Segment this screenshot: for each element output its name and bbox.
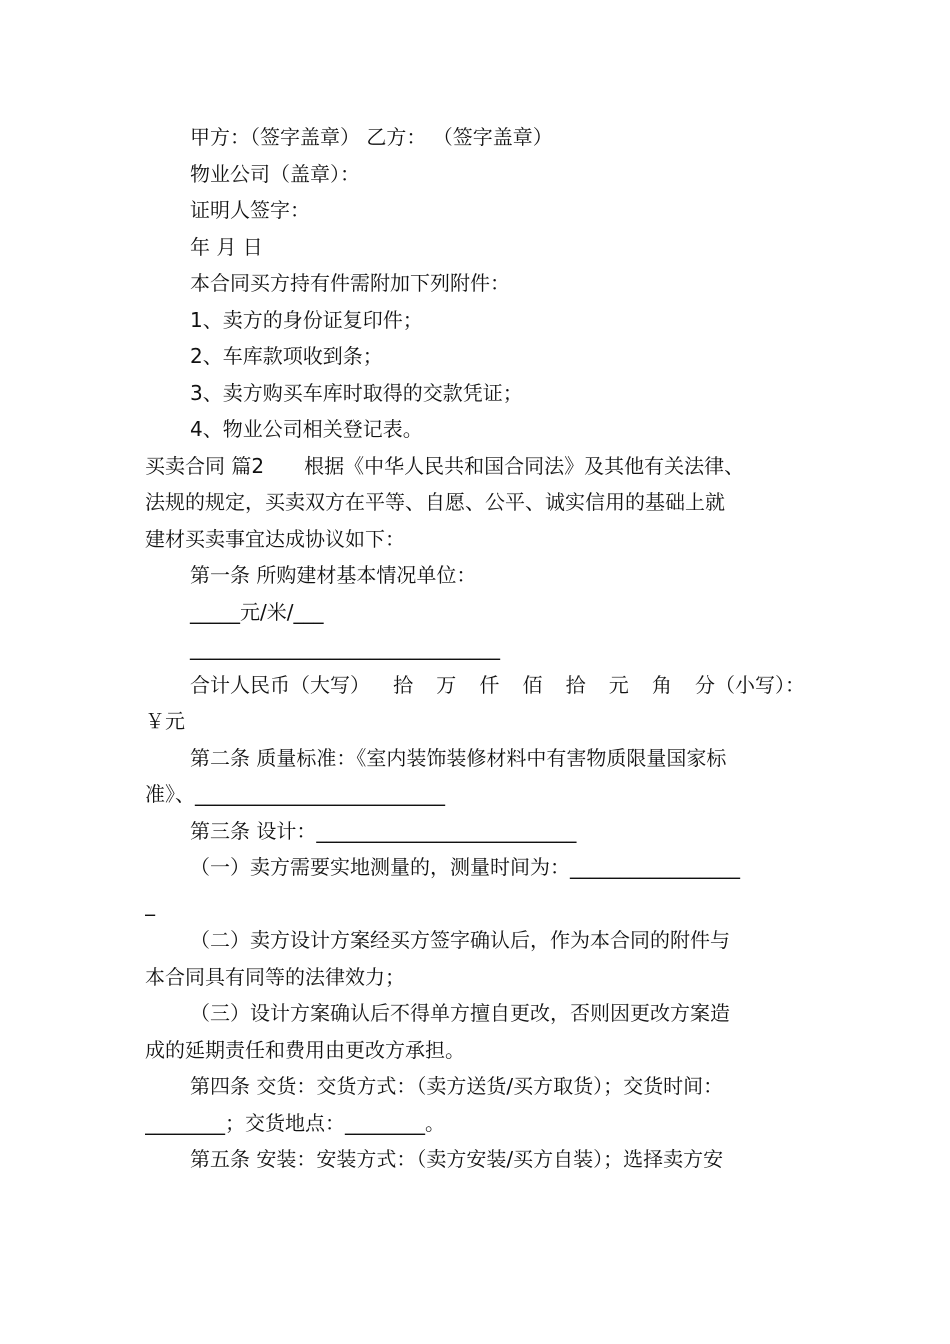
date-line: 年 月 日 [190, 234, 263, 259]
document-page [145, 119, 805, 1178]
article-3-item-1-line-2: _ [145, 891, 155, 916]
signature-parties-line: 甲方：（签字盖章） 乙方： （签字盖章） [190, 125, 553, 149]
article-3-item-2-line-2: 本合同具有同等的法律效力； [145, 964, 405, 989]
unit-wan: 万 [436, 672, 457, 697]
article-2-line-2: 准》、_________________________ [145, 782, 445, 806]
article-3-item-2-line-1: （二）卖方设计方案经买方签字确认后，作为本合同的附件与 [190, 928, 730, 952]
total-amount-label: 合计人民币（大写） [190, 672, 370, 697]
unit-qian: 仟 [479, 672, 500, 697]
unit-jiao: 角 [651, 672, 672, 697]
article-2-line-1: 第二条 质量标准：《室内装饰装修材料中有害物质限量国家标 [190, 745, 727, 770]
article-3-item-3-line-2: 成的延期责任和费用由更改方承担。 [145, 1037, 465, 1062]
unit-bai: 佰 [522, 672, 543, 697]
total-amount-line [145, 667, 805, 704]
article-1-heading: 第一条 所购建材基本情况单位： [190, 563, 477, 587]
article-4-line-1: 第四条 交货：交货方式：（卖方送货/买方取货）；交货时间： [190, 1074, 724, 1098]
article-4-line-2: ________；交货地点：________。 [145, 1110, 445, 1135]
unit-shi-1: 拾 [393, 672, 414, 697]
witness-signature-line: 证明人签字： [190, 198, 310, 222]
long-blank-line: _______________________________ [190, 636, 500, 660]
article-3-heading: 第三条 设计：__________________________ [190, 818, 577, 843]
total-yuan-line: ￥元 [145, 709, 185, 733]
unit-yuan: 元 [608, 672, 629, 697]
contract-2-intro-line-3: 建材买卖事宜达成协议如下： [145, 526, 405, 551]
attachment-item-2: 2、车库款项收到条； [190, 344, 383, 368]
article-5-line-1: 第五条 安装：安装方式：（卖方安装/买方自装）；选择卖方安 [190, 1147, 724, 1171]
contract-2-intro-line-2: 法规的规定，买卖双方在平等、自愿、公平、诚实信用的基础上就 [145, 490, 725, 514]
article-3-item-1-line-1: （一）卖方需要实地测量的，测量时间为：_________________ [190, 855, 740, 879]
attachment-item-1: 1、卖方的身份证复印件； [190, 307, 423, 332]
unit-shi-2: 拾 [565, 672, 586, 697]
attachment-item-4: 4、物业公司相关登记表。 [190, 417, 423, 441]
article-3-item-3-line-1: （三）设计方案确认后不得单方擅自更改，否则因更改方案造 [190, 1001, 730, 1025]
property-company-seal-line: 物业公司（盖章）： [190, 161, 360, 186]
attachments-intro: 本合同买方持有件需附加下列附件： [190, 271, 510, 295]
unit-price-blank: _____元/米/___ [190, 599, 324, 624]
attachment-item-3: 3、卖方购买车库时取得的交款凭证； [190, 380, 523, 405]
contract-2-intro-line-1: 买卖合同 篇2 根据《中华人民共和国合同法》及其他有关法律、 [145, 453, 745, 478]
unit-fen-lowercase: 分（小写）： [695, 672, 805, 697]
